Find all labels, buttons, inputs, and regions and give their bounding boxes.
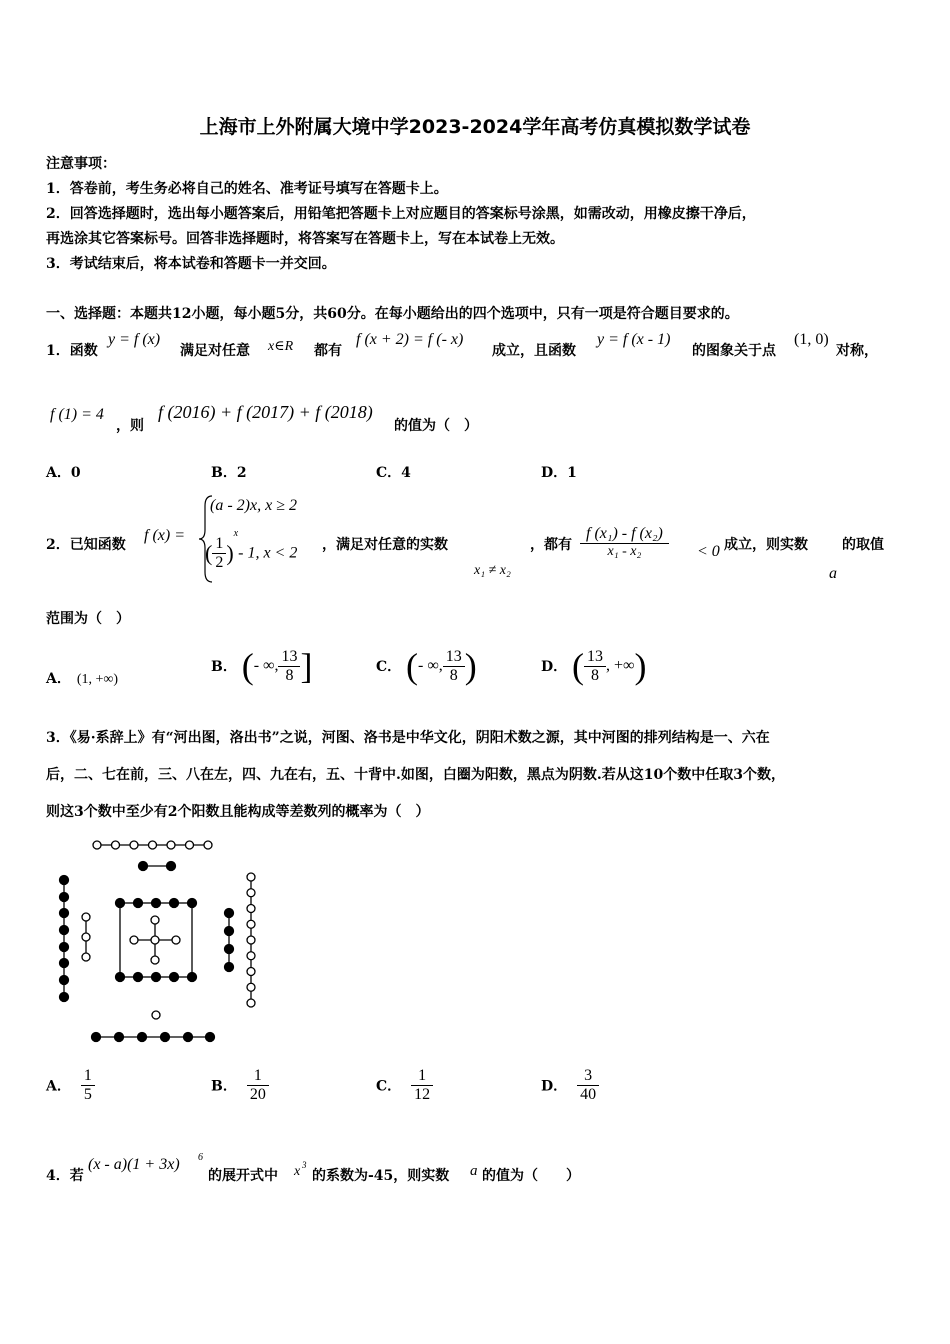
q1-option-b[interactable]: B．2	[211, 465, 247, 481]
yin-dot	[152, 973, 161, 982]
hetu-diagram	[50, 835, 270, 1050]
yin-dot	[60, 959, 69, 968]
yang-dot	[82, 913, 90, 921]
yin-dot	[225, 909, 234, 918]
yin-dot	[60, 876, 69, 885]
notice-heading: 注意事项：	[46, 156, 116, 172]
notice-item: 3．考试结束后，将本试卷和答题卡一并交回。	[46, 256, 336, 272]
q3-text: 后，二、七在前，三、八在左，四、九在右，五、十背中.如图，白圈为阳数，黑点为阴数.若从这10个数中任取3个数，	[46, 767, 785, 783]
piecewise-case-2: ( $\frac{1}{2}$ )$^x$- 1, x < 2	[205, 528, 298, 571]
q1-text: 满足对任意	[180, 343, 250, 359]
yang-dot	[186, 841, 194, 849]
q2-text: 范围为（ ）	[46, 611, 130, 627]
q2-text: ，满足对任意的实数	[322, 537, 448, 553]
q1-text: ，则	[116, 418, 144, 434]
q4-math: a	[470, 1163, 478, 1179]
q1-text: 成立，且函数	[492, 343, 576, 359]
q2-math: x₁ ≠ x₂	[474, 563, 511, 578]
q4-math: (x - a)(1 + 3x)	[88, 1156, 180, 1173]
section-heading: 一、选择题：本题共12小题，每小题5分，共60分。在每小题给出的四个选项中，只有一项是符合题目要求的。	[46, 306, 739, 322]
piecewise-case-1: (a - 2)x, x ≥ 2	[210, 497, 297, 514]
yin-dot	[225, 963, 234, 972]
yin-dot	[60, 943, 69, 952]
yang-dot	[130, 936, 138, 944]
yin-dot	[188, 899, 197, 908]
page-title: 上海市上外附属大境中学2023-2024学年高考仿真模拟数学试卷	[199, 116, 751, 138]
yang-dot	[149, 841, 157, 849]
yang-dot	[204, 841, 212, 849]
yin-dot	[184, 1033, 193, 1042]
yang-dot	[152, 1011, 160, 1019]
yin-dot	[116, 973, 125, 982]
yang-dot	[247, 905, 255, 913]
yang-dot	[151, 956, 159, 964]
yin-dot	[161, 1033, 170, 1042]
q3-option-a[interactable]: A． $\frac{1}{5}$	[46, 1067, 95, 1104]
yang-dot	[82, 933, 90, 941]
yin-dot	[60, 926, 69, 935]
q2-text: ，都有	[530, 537, 572, 553]
yang-dot	[93, 841, 101, 849]
q1-math: y = f (x)	[108, 331, 161, 348]
q1-math: f (2016) + f (2017) + f (2018)	[158, 402, 373, 422]
q1-option-c[interactable]: C．4	[376, 465, 411, 481]
yin-dot	[60, 909, 69, 918]
q3-text: 则这3个数中至少有2个阳数且能构成等差数列的概率为（ ）	[46, 804, 430, 820]
q2-option-a[interactable]: A． (1, +∞)	[46, 671, 119, 687]
q3-text: 3．《易·系辞上》有“河出图，洛出书”之说，河图、洛书是中华文化，阴阳术数之源，其中河图的排列结构是一、六在	[46, 730, 770, 746]
q4-exponent: 6	[198, 1152, 203, 1163]
q2-text: 成立，则实数	[724, 537, 808, 553]
yin-dot	[116, 899, 125, 908]
yang-dot	[151, 916, 159, 924]
q1-text: 的图象关于点	[692, 343, 776, 359]
yin-dot	[60, 993, 69, 1002]
q1-option-a[interactable]: A．0	[46, 465, 81, 481]
yang-dot	[247, 952, 255, 960]
yin-dot	[60, 976, 69, 985]
yin-dot	[115, 1033, 124, 1042]
yang-dot	[247, 920, 255, 928]
q1-text: 都有	[314, 343, 342, 359]
yang-dot	[247, 983, 255, 991]
yin-dot	[152, 899, 161, 908]
q4-text: 4．若	[46, 1168, 84, 1184]
yang-dot	[130, 841, 138, 849]
q1-math: x∈R	[268, 339, 294, 354]
q2-option-c[interactable]: C． (- ∞, $\frac{13}{8}$ )	[376, 646, 477, 686]
yin-dot	[138, 1033, 147, 1042]
yin-dot	[170, 899, 179, 908]
q3-option-c[interactable]: C． $\frac{1}{12}$	[376, 1067, 433, 1104]
yin-dot	[134, 899, 143, 908]
q2-option-d[interactable]: D． ( $\frac{13}{8}$ , +∞)	[541, 646, 647, 686]
yang-dot	[247, 936, 255, 944]
q1-option-d[interactable]: D．1	[541, 465, 577, 481]
q4-text: 的系数为-45，则实数	[312, 1168, 450, 1184]
q2-option-b[interactable]: B． (- ∞, $\frac{13}{8}$ ]	[211, 646, 313, 686]
q4-text: 的值为（ ）	[482, 1168, 580, 1184]
yang-dot	[82, 953, 90, 961]
yin-dot	[170, 973, 179, 982]
q4-text: 的展开式中	[208, 1168, 278, 1184]
yang-dot	[172, 936, 180, 944]
q2-text: 的取值	[842, 537, 884, 553]
q3-option-d[interactable]: D． $\frac{3}{40}$	[541, 1067, 599, 1104]
yin-dot	[225, 945, 234, 954]
yin-dot	[206, 1033, 215, 1042]
q1-text: 对称，	[836, 343, 878, 359]
yin-dot	[60, 893, 69, 902]
yin-dot	[167, 862, 176, 871]
q4-math: x	[294, 1164, 301, 1179]
q4-exponent: 3	[302, 1160, 307, 1170]
yang-dot	[247, 968, 255, 976]
yang-dot	[112, 841, 120, 849]
yin-dot	[225, 927, 234, 936]
notice-item: 再选涂其它答案标号。回答非选择题时，将答案写在答题卡上，写在本试卷上无效。	[46, 231, 564, 247]
notice-item: 1．答卷前，考生务必将自己的姓名、准考证号填写在答题卡上。	[46, 181, 448, 197]
q2-math: f (x) =	[144, 527, 185, 544]
q1-text: 的值为（ ）	[394, 418, 478, 434]
q2-fraction: $\frac{\text{f (x₁) - f (x₂)}}{\text{x₁ - x₂}}$	[580, 525, 669, 560]
yang-dot	[167, 841, 175, 849]
yin-dot	[139, 862, 148, 871]
yang-dot	[247, 873, 255, 881]
q1-math: f (1) = 4	[50, 406, 104, 423]
yang-dot	[151, 936, 159, 944]
yang-dot	[247, 889, 255, 897]
q1-math: f (x + 2) = f (- x)	[356, 331, 464, 348]
q2-math: < 0	[697, 543, 720, 560]
q1-math: y = f (x - 1)	[597, 331, 671, 348]
notice-item: 2．回答选择题时，选出每小题答案后，用铅笔把答题卡上对应题目的答案标号涂黑，如需改动，用橡皮擦干净后，	[46, 206, 756, 222]
q1-math: (1, 0)	[794, 331, 829, 348]
yin-dot	[92, 1033, 101, 1042]
q3-option-b[interactable]: B． $\frac{1}{20}$	[211, 1067, 269, 1104]
yin-dot	[134, 973, 143, 982]
q2-math: a	[829, 565, 837, 582]
q2-text: 2．已知函数	[46, 537, 126, 553]
yang-dot	[247, 999, 255, 1007]
yin-dot	[188, 973, 197, 982]
q1-text: 1．函数	[46, 343, 98, 359]
